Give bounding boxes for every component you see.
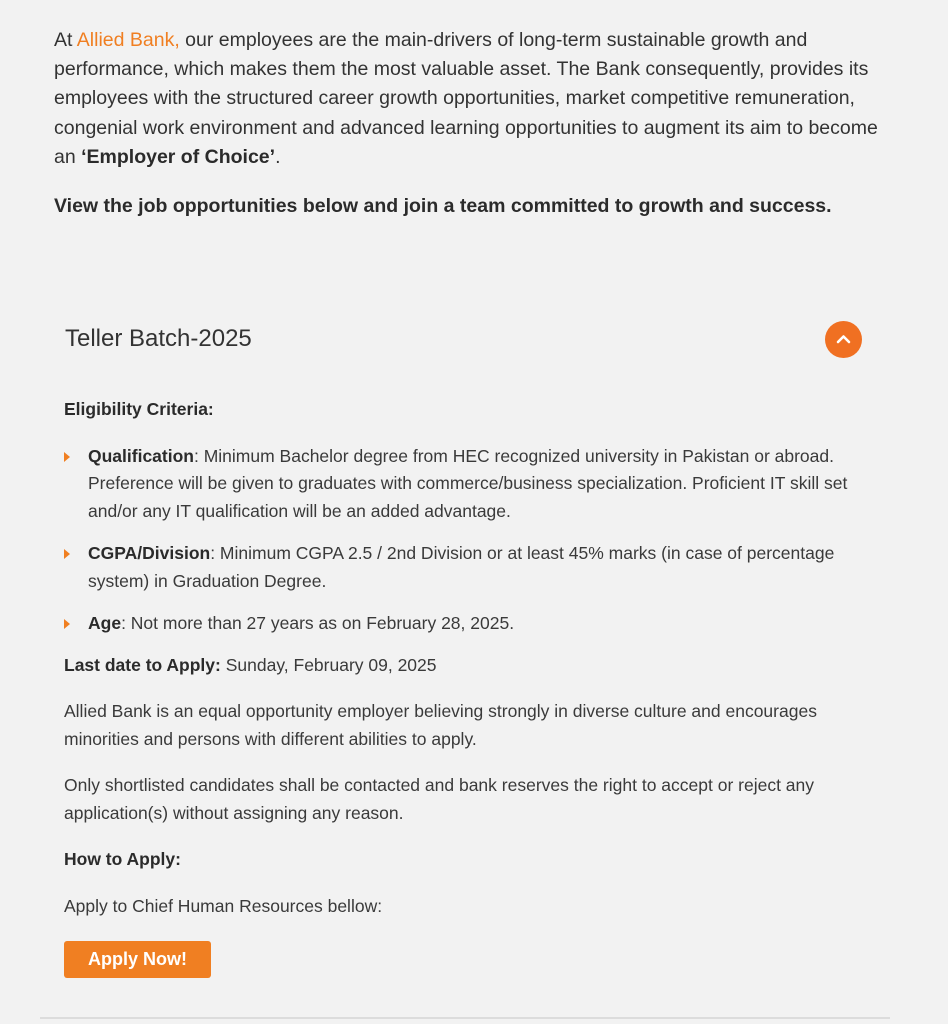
employer-of-choice: ‘Employer of Choice’ (81, 145, 276, 168)
brand-name: Allied Bank, (76, 29, 180, 51)
caret-right-icon (64, 549, 70, 559)
last-date (64, 652, 884, 680)
intro-prefix: At (54, 29, 77, 51)
section-divider (40, 1017, 890, 1019)
criterion-text: : Minimum CGPA 2.5 / 2nd Division or at least 45% marks (in case of percentage system) in Graduation Degree. (88, 543, 835, 591)
last-date-label: Last date to Apply: (64, 654, 221, 675)
criterion-label: Age (88, 613, 122, 633)
job-opportunities-cta: View the job opportunities below and join a team committed to growth and success. (54, 195, 832, 217)
criterion-label: CGPA/Division (88, 543, 211, 563)
accordion-toggle-button[interactable] (825, 321, 862, 358)
eligibility-heading: Eligibility Criteria: (64, 399, 214, 419)
criterion-text: : Not more than 27 years as on February 28, 2025. (121, 613, 515, 633)
list-item (64, 610, 884, 638)
apply-instruction: Apply to Chief Human Resources bellow: (64, 895, 383, 916)
intro-paragraph (54, 26, 884, 172)
list-item (64, 443, 884, 526)
last-date-value: Sunday, February 09, 2025 (220, 654, 437, 675)
shortlist-note: Only shortlisted candidates shall be contacted and bank reserves the right to accept or reject any application(s) without assigning any reason. (64, 775, 815, 823)
job-details (64, 396, 884, 920)
criterion-label: Qualification (88, 445, 194, 466)
job-accordion-header[interactable] (40, 300, 888, 380)
how-to-apply-heading: How to Apply: (64, 849, 181, 869)
intro-body: our employees are the main-drivers of long-term sustainable growth and performance, which makes them the most valuable asset. The Bank consequently, provides its employees with the structured career growth opportunities, market competitive remuneration, congenial work environment and advanced learning opportunities to augment its aim to become an (54, 29, 878, 168)
intro-suffix: . (275, 145, 281, 168)
job-title: Teller Batch-2025 (65, 325, 252, 352)
criterion-text: : Minimum Bachelor degree from HEC recognized university in Pakistan or abroad. Preference will be given to graduates with commerce/business specialization. Proficient IT skill set and/or any IT qualification will be an added advantage. (88, 445, 848, 521)
chevron-up-icon (825, 321, 862, 358)
apply-now-button[interactable]: Apply Now! (64, 941, 211, 978)
caret-right-icon (64, 452, 70, 462)
equal-opportunity-text: Allied Bank is an equal opportunity employer believing strongly in diverse culture and encourages minorities and persons with different abilities to apply. (64, 701, 817, 749)
list-item (64, 540, 884, 595)
caret-right-icon (64, 619, 70, 629)
eligibility-list (64, 443, 884, 638)
